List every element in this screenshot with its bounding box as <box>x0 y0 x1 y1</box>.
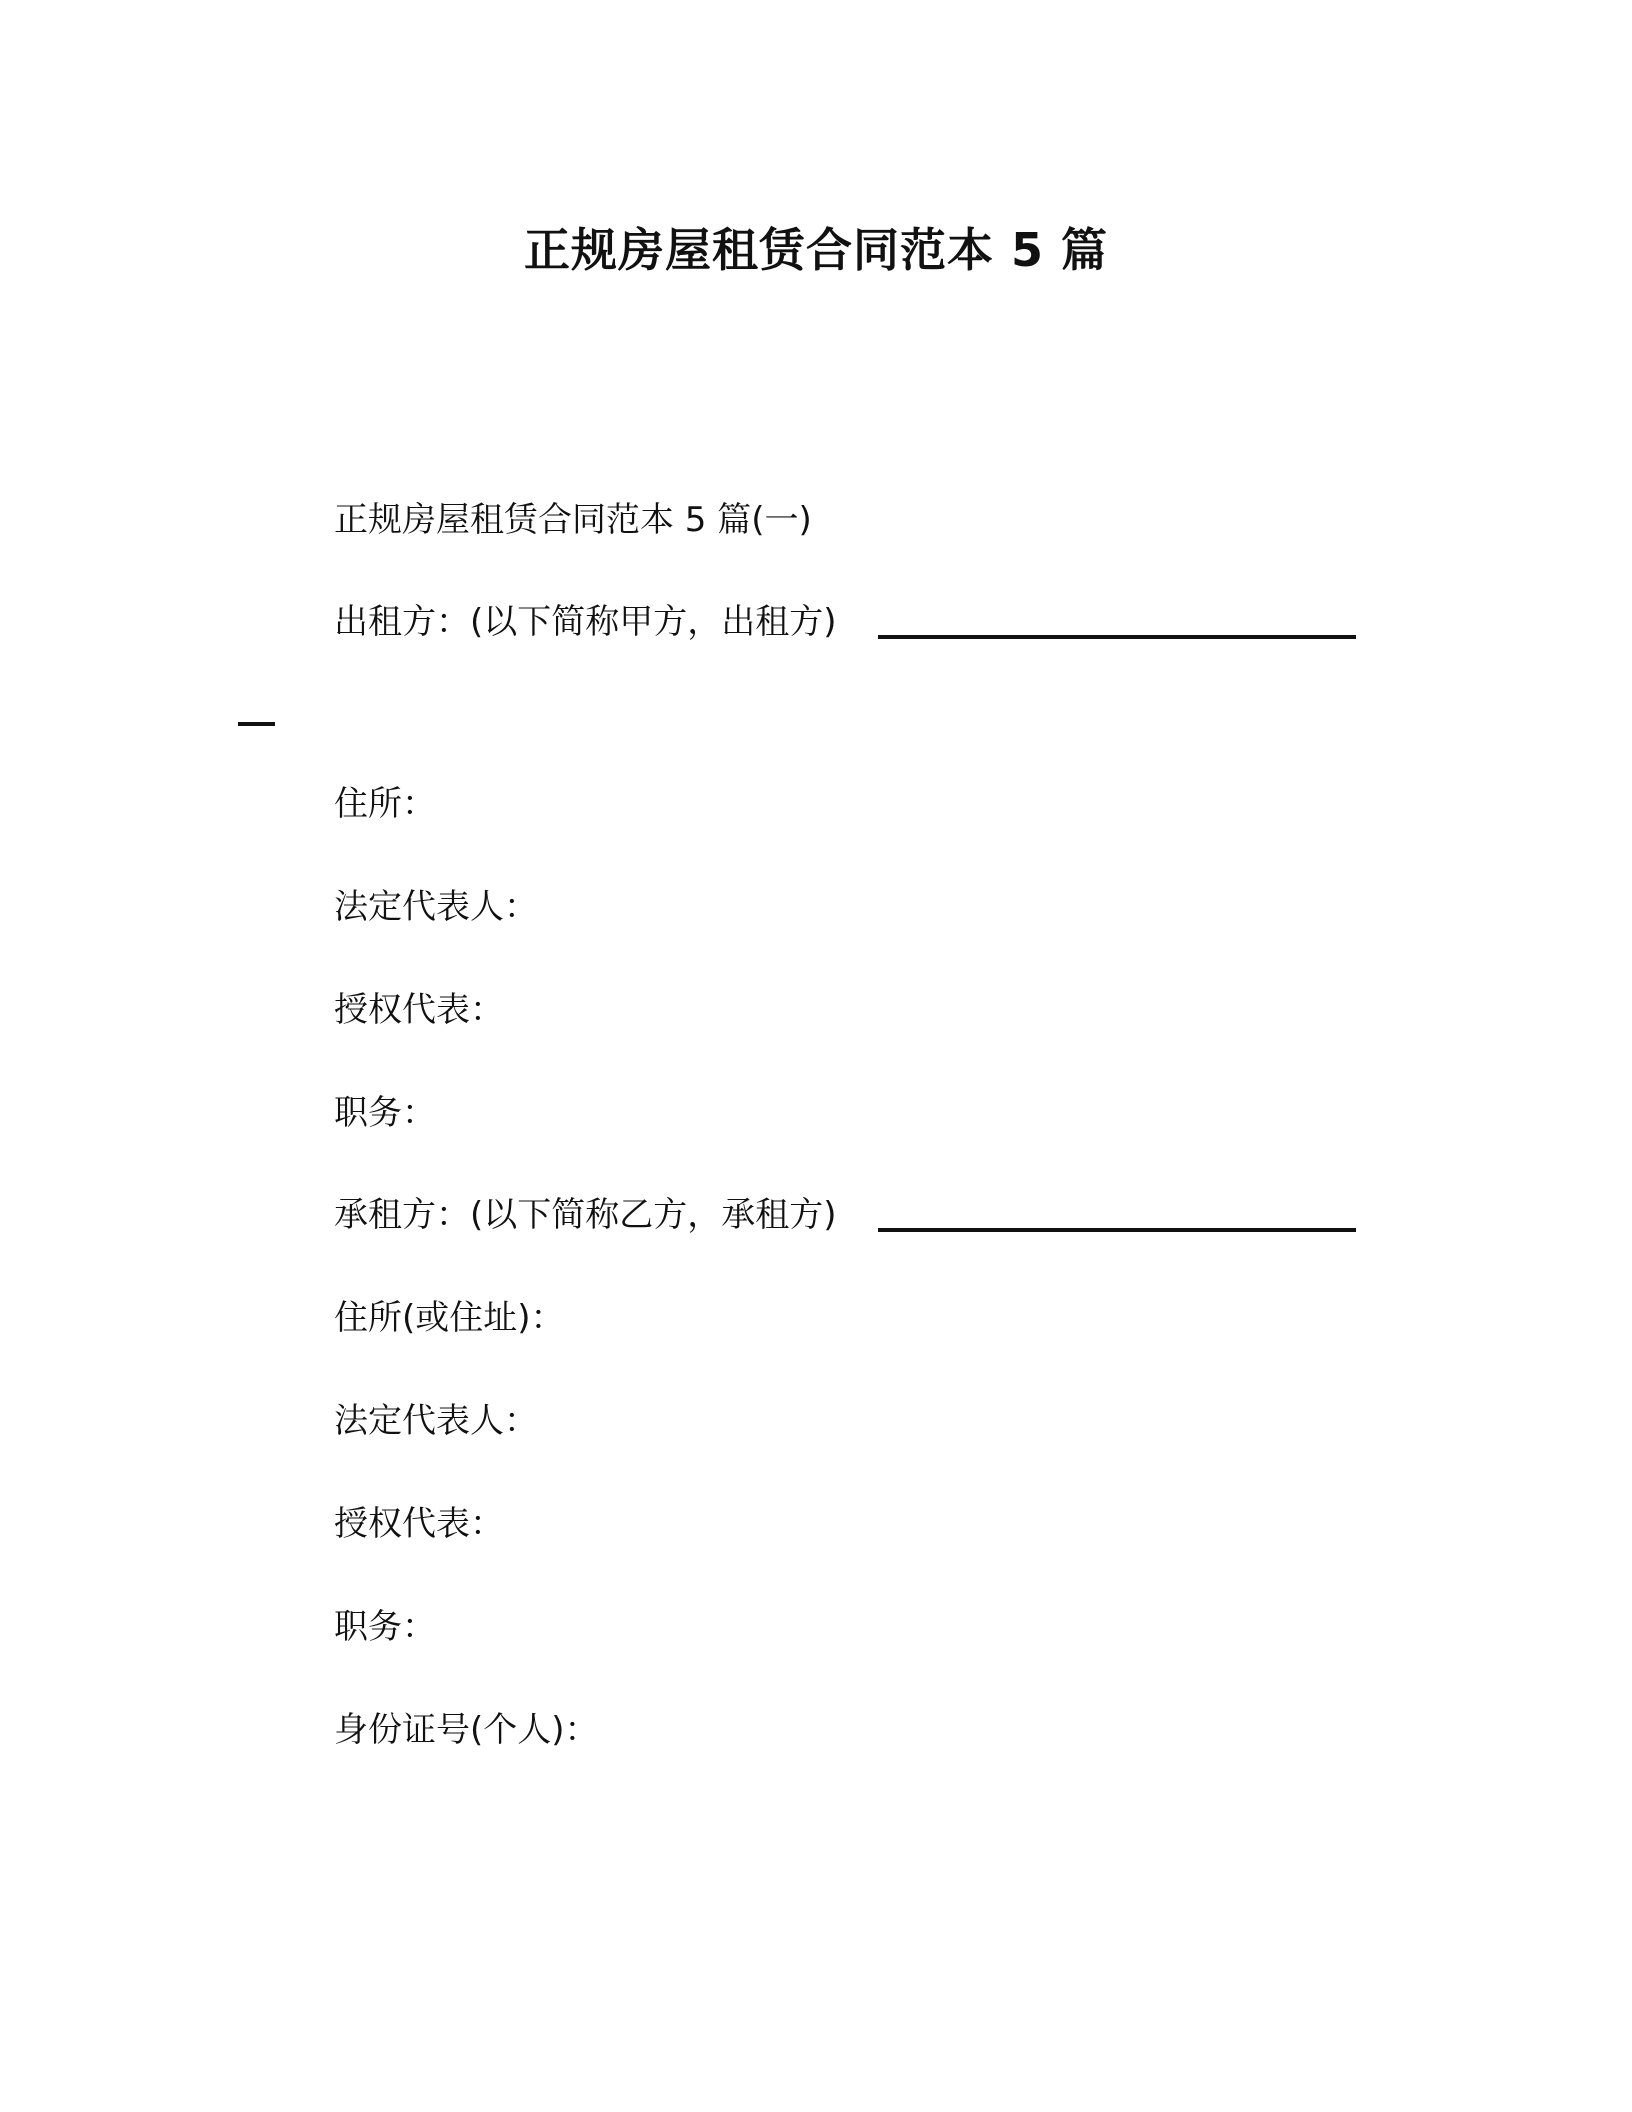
lessee-label: 承租方：(以下简称乙方，承租方) <box>334 1195 837 1235</box>
lessor-authorized-rep-label: 授权代表： <box>334 990 504 1030</box>
document-title: 正规房屋租赁合同范本 5 篇 <box>523 223 1109 277</box>
lessee-legal-rep-label: 法定代表人： <box>334 1401 538 1441</box>
contract-subtitle: 正规房屋租赁合同范本 5 篇(一) <box>334 500 812 540</box>
lessee-authorized-rep-label: 授权代表： <box>334 1504 504 1544</box>
lessee-id-number-label: 身份证号(个人)： <box>334 1710 599 1750</box>
lessor-legal-rep-label: 法定代表人： <box>334 887 538 927</box>
lessor-name-blank <box>878 635 1356 639</box>
lessee-name-blank <box>878 1228 1356 1232</box>
lessor-address-label: 住所： <box>334 784 436 824</box>
lessor-position-label: 职务： <box>334 1093 436 1133</box>
wrapped-underline-fragment <box>238 722 275 726</box>
lessee-address-label: 住所(或住址)： <box>334 1298 565 1338</box>
lessee-position-label: 职务： <box>334 1607 436 1647</box>
lessor-label: 出租方：(以下简称甲方，出租方) <box>334 602 837 642</box>
